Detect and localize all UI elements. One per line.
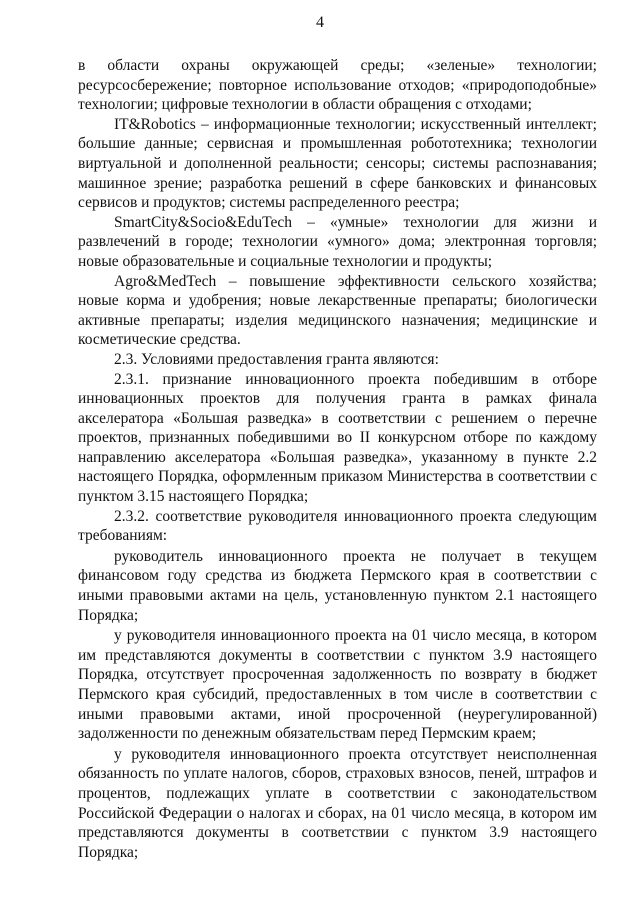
paragraph-no-tax-arrears: у руководителя инновационного проекта отсутствует неисполненная обязанность по уплате налогов, сборов, страховых взносов, пеней, штрафов и процентов, подлежащих уплате в соответствии с законодательством Российской Федерации о налогах и сборах, на 01 число месяца, в котором им представляются документы в соответствии с пунктом 3.9 настоящего Порядка; [78,745,597,861]
paragraph-grant-conditions-heading: 2.3. Условиями предоставления гранта являются: [114,350,439,368]
paragraph-environment-tech: в области охраны окружающей среды; «зеленые» технологии; ресурсосбережение; повторное использование отходов; «природоподобные» технологии; цифровые технологии в области обращения с отходами; [78,57,597,114]
paragraph-no-budget-funds: руководитель инновационного проекта не получает в текущем финансовом году средства из бюджета Пермского края в соответствии с иными правовыми актами на цель, установленную пунктом 2.1 настоящего Порядка; [78,547,597,624]
paragraph-it-robotics: IT&Robotics – информационные технологии; искусственный интеллект; большие данные; сервисная и промышленная робототехника; технологии виртуальной и дополненной реальности; сенсоры; системы распознавания; машинное зрение; разработка решений в сфере банковских и финансовых сервисов и продуктов; системы распределенного реестра; [78,115,597,212]
paragraph-2-3-2: 2.3.2. соответствие руководителя инновационного проекта следующим требованиям: [78,507,597,545]
paragraph-agro-medtech: Agro&MedTech – повышение эффективности сельского хозяйства; новые корма и удобрения; новые лекарственные препараты; биологически активные препараты; изделия медицинского назначения; медицинские и косметические средства. [78,272,597,349]
document-body [78,56,597,862]
paragraph-no-overdue-debt: у руководителя инновационного проекта на 01 число месяца, в котором им представляются документы в соответствии с пунктом 3.9 настоящего Порядка, отсутствует просроченная задолженность по возврату в бюджет Пермского края субсидий, предоставленных в том числе в соответствии с иными правовыми актами, иной просроченной (неурегулированной) задолженности по денежным обязательствам перед Пермским краем; [78,627,597,743]
paragraph-smartcity: SmartCity&Socio&EduTech – «умные» технологии для жизни и развлечений в городе; технологии «умного» дома; электронная торговля; новые образовательные и социальные технологии и продукты; [78,213,597,270]
page-number: 4 [316,14,324,31]
paragraph-2-3-1: 2.3.1. признание инновационного проекта победившим в отборе инновационных проектов для получения гранта в рамках финала акселератора «Большая разведка» в соответствии с решением о перечне проектов, признанных победившими во II конкурсном отборе по каждому направлению акселератора «Большая разведка», указанному в пункте 2.2 настоящего Порядка, оформленным приказом Министерства в соответствии с пунктом 3.15 настоящего Порядка; [78,370,597,506]
